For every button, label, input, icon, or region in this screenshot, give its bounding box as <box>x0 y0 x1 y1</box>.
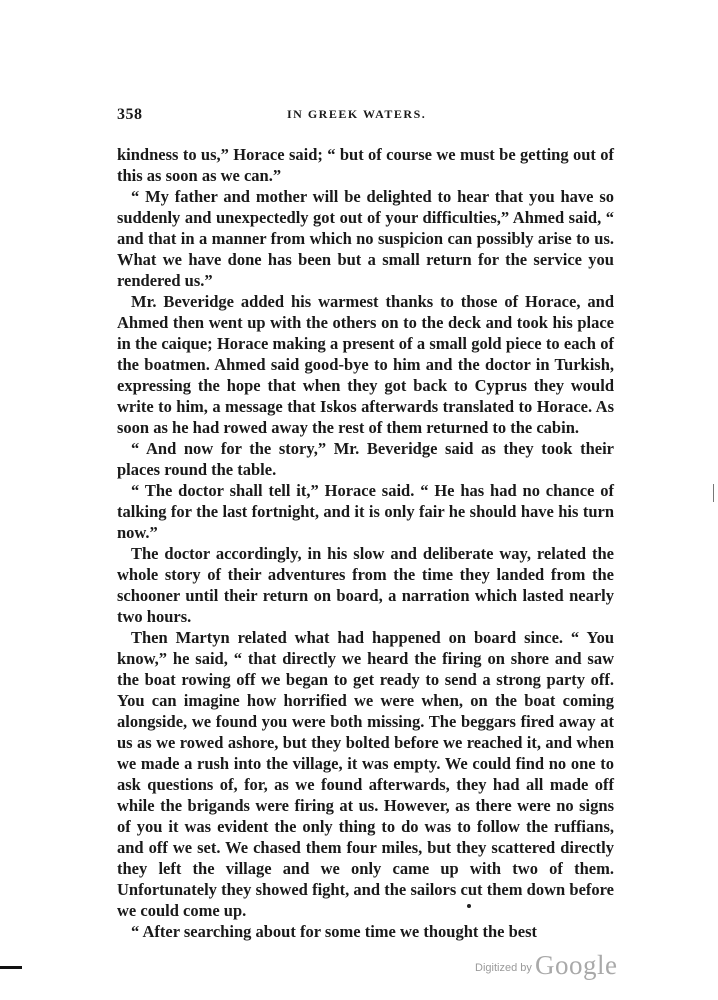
paragraph-8: “ After searching about for some time we thought the best <box>131 922 538 941</box>
paragraph-5: “ The doctor shall tell it,” Horace said. “ He has had no chance of talking for the last fortnight, and it is only fair he should have his turn now.” <box>117 481 614 542</box>
running-title: IN GREEK WATERS. <box>287 107 427 121</box>
ink-speck <box>467 904 471 908</box>
paragraph-4: “ And now for the story,” Mr. Beveridge said as they took their places round the table. <box>117 439 614 479</box>
paragraph-2: “ My father and mother will be delighted to hear that you have so suddenly and unexpectedly got out of your difficulties,” Ahmed said, “ and that in a manner from which no suspicion can possibly arise to us. What we have done has been but a small return for the service you rendered us.” <box>117 187 614 290</box>
page-number: 358 <box>117 106 143 123</box>
paragraph-1: kindness to us,” Horace said; “ but of course we must be getting out of this as soon as we can.” <box>117 145 614 185</box>
page-header <box>117 106 614 126</box>
scan-edge-mark <box>0 966 22 969</box>
paragraph-7: Then Martyn related what had happened on board since. “ You know,” he said, “ that directly we heard the firing on shore and saw the boat rowing off we began to get ready to send a strong party off. You can imagine how horrified we were when, on the boat coming alongside, we found you were both missing. The beggars fired away at us as we rowed ashore, but they bolted before we reached it, and when we made a rush into the village, it was empty. We could find no one to ask questions of, for, as we found afterwards, they had all made off while the brigands were firing at us. However, as there were no signs of you it was evident the only thing to do was to follow the ruffians, and off we set. We chased them four miles, but they scattered directly they left the village and we only came up with two of them. Unfortunately they showed fight, and the sailors cut them down before we could come up. <box>117 628 614 920</box>
paragraph-3: Mr. Beveridge added his warmest thanks to those of Horace, and Ahmed then went up with the others on to the deck and took his place in the caique; Horace making a present of a small gold piece to each of the boatmen. Ahmed said good-bye to him and the doctor in Turkish, expressing the hope that when they got back to Cyprus they would write to him, a message that Iskos afterwards translated to Horace. As soon as he had rowed away the rest of them returned to the cabin. <box>117 292 614 437</box>
digitized-watermark <box>475 950 635 980</box>
body-text <box>117 144 614 942</box>
margin-tick <box>713 484 714 502</box>
google-logo: Google <box>535 950 618 980</box>
paragraph-6: The doctor accordingly, in his slow and deliberate way, related the whole story of their adventures from the time they landed from the schooner until their return on board, a narration which lasted nearly two hours. <box>117 544 614 626</box>
watermark-prefix: Digitized by <box>475 962 532 974</box>
